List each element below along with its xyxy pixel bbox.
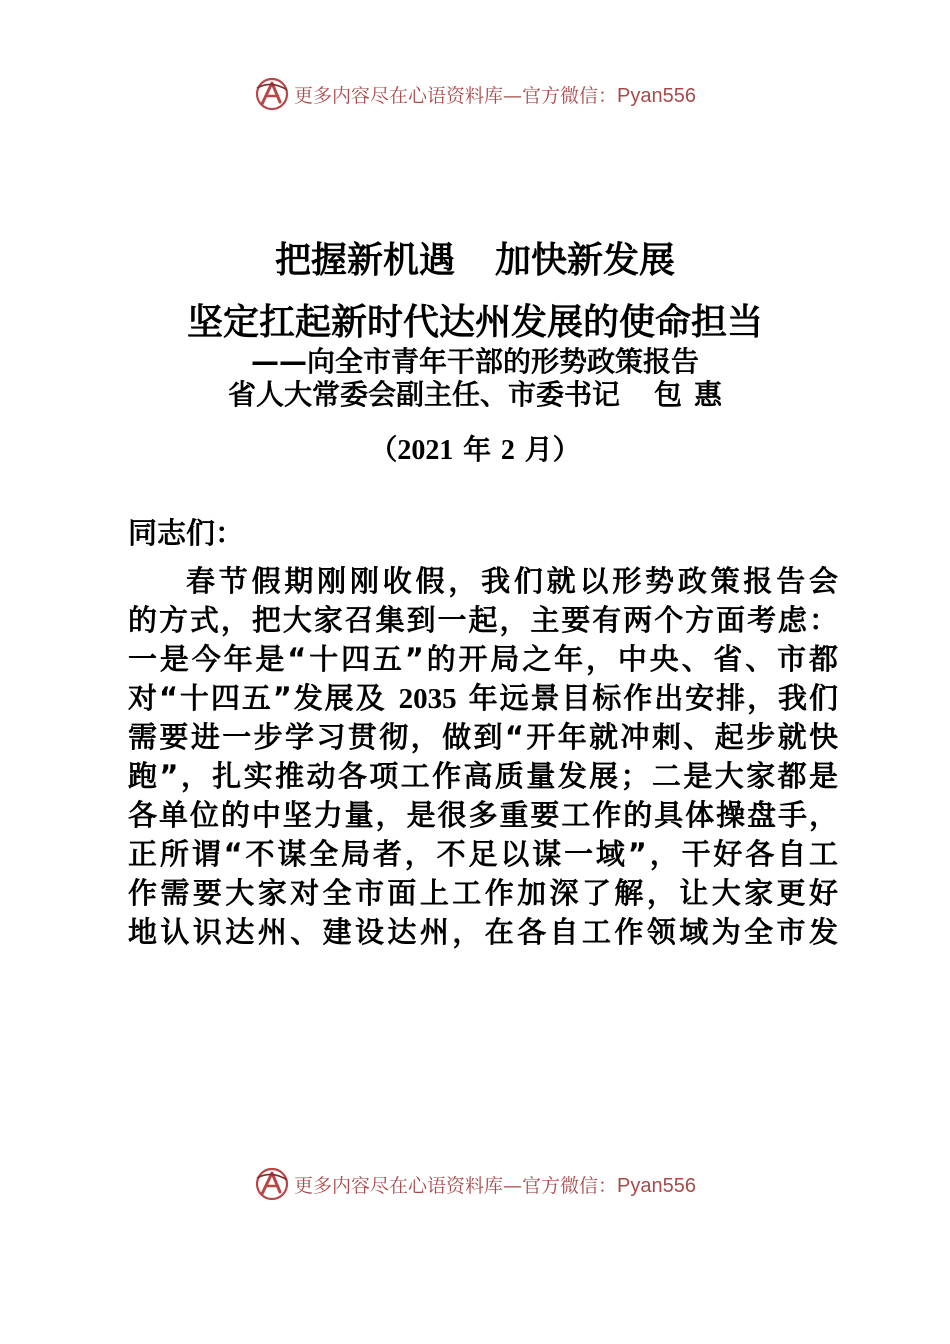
watermark-text <box>294 81 696 108</box>
salutation: 同志们： <box>128 516 245 550</box>
body-line: 需要进一步学习贯彻，做到“开年就冲刺、起步就快 <box>128 720 838 754</box>
document-date <box>0 428 950 468</box>
watermark-label: 更多内容尽在心语资料库—官方微信： <box>294 84 618 107</box>
date-month: 2 <box>500 435 515 466</box>
footer-watermark <box>0 1164 950 1204</box>
date-year-char: 年 <box>463 433 492 466</box>
body-line-mixed <box>128 679 838 718</box>
watermark-label: 更多内容尽在心语资料库—官方微信： <box>294 1174 618 1197</box>
body-line: 各单位的中坚力量，是很多重要工作的具体操盘手， <box>128 798 838 832</box>
document-subtitle: ——向全市青年干部的形势政策报告 <box>250 345 699 378</box>
body-line: 春节假期刚刚收假，我们就以形势政策报告会 <box>186 564 838 598</box>
body-line: 跑”，扎实推动各项工作高质量发展；二是大家都是 <box>128 759 838 793</box>
body-line: 正所谓“不谋全局者，不足以谋一域”，干好各自工 <box>128 837 838 871</box>
watermark-text <box>294 1171 696 1198</box>
document-author <box>0 373 950 413</box>
title-part-2: 加快新发展 <box>495 240 676 281</box>
body-line: 作需要大家对全市面上工作加深了解，让大家更好 <box>128 876 838 910</box>
watermark-wechat-id: Pyan556 <box>617 1174 696 1197</box>
date-close-paren: ） <box>552 433 581 466</box>
title-part-1: 把握新机遇 <box>274 240 455 281</box>
body-line: 的方式，把大家召集到一起，主要有两个方面考虑： <box>128 603 838 637</box>
date-open-paren: （ <box>369 433 398 466</box>
header-watermark <box>0 74 950 114</box>
date-year: 2021 <box>397 435 454 466</box>
body-line: 地认识达州、建设达州，在各自工作领域为全市发 <box>128 915 838 949</box>
watermark-wechat-id: Pyan556 <box>617 84 696 107</box>
body-paragraph <box>128 562 838 952</box>
watermark-logo-icon <box>254 76 290 112</box>
author-given-name: 惠 <box>694 378 723 411</box>
author-role: 省人大常委会副主任、市委书记 <box>227 378 620 411</box>
date-month-char: 月 <box>524 433 553 466</box>
body-line: 一是今年是“十四五”的开局之年，中央、省、市都 <box>128 642 838 676</box>
body-line-year: 2035 <box>398 683 457 715</box>
watermark-logo-icon <box>254 1166 290 1202</box>
body-line-part: 年远景目标作出安排，我们 <box>468 681 838 715</box>
document-title-line-1 <box>0 232 950 283</box>
body-line-part: 对“十四五”发展及 <box>128 681 387 715</box>
author-surname: 包 <box>653 378 682 411</box>
document-title-line-2: 坚定扛起新时代达州发展的使命担当 <box>186 302 763 343</box>
